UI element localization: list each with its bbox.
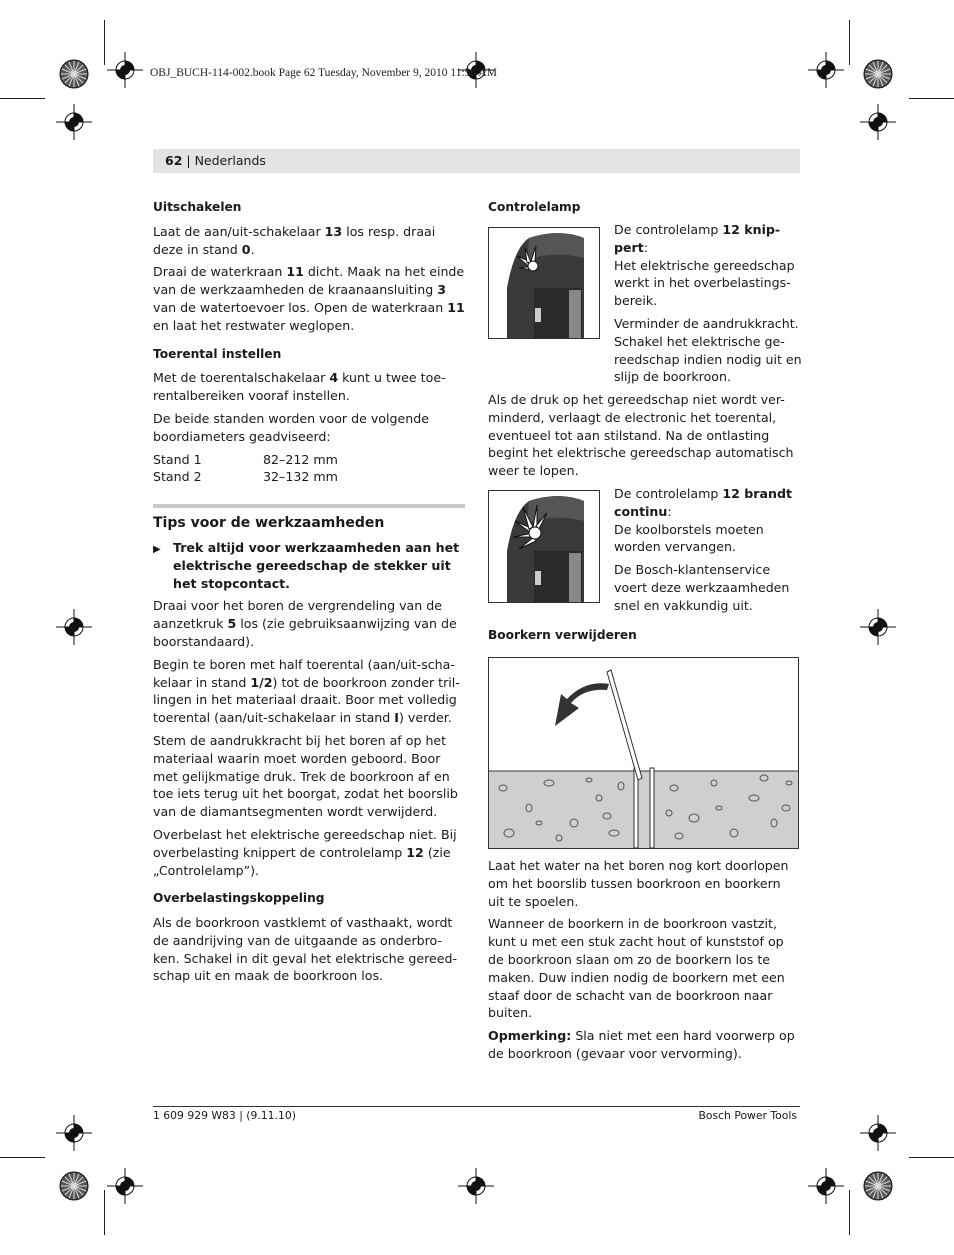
- paragraph: Draai voor het boren de vergrendeling van de aanzetkruk 5 los (zie gebruiksaanwijzing van de boorstandaard).: [153, 598, 457, 649]
- paragraph: De beide standen worden voor de volgende boordiameters geadviseerd:: [153, 410, 429, 444]
- footer-doc-number: 1 609 929 W83 | (9.11.10): [153, 1109, 296, 1122]
- print-header: OBJ_BUCH-114-002.book Page 62 Tuesday, November 9, 2010 11:58 AM: [150, 67, 497, 79]
- right-column-bottom: [488, 857, 800, 1068]
- lamp-continuous-text: De controlelamp 12 brandt continu: De koolborstels moeten worden vervangen. De Bosch-klantenservice voert deze werkzaamheden snel en vakkundig uit.: [614, 486, 792, 613]
- lamp-blinking-illustration: [488, 227, 600, 339]
- paragraph: Stem de aandrukkracht bij het boren af op het materiaal waarin moet worden geboord. Boor met gelijkmatige druk. Trek de boorkroon af en toe iets terug uit het boorgat, zodat het boorslib van de diamantsegmenten wordt verwijderd.: [153, 732, 458, 820]
- tool-lamp-blinking-icon: [489, 228, 599, 338]
- tool-lamp-continuous-icon: [489, 491, 599, 602]
- core-removal-illustration: [488, 657, 799, 849]
- paragraph: Laat het water na het boren nog kort doorlopen om het boorslib tussen boorkroon en boorkern uit te spoelen.: [488, 858, 789, 909]
- section-rule: [153, 504, 465, 508]
- page-header-bar: [153, 149, 800, 173]
- right-column-mid: [488, 391, 800, 485]
- paragraph: Begin te boren met half toerental (aan/uit-scha-kelaar in stand 1/2) tot de boorkroon zonder tril-lingen in het materiaal draait. Boor met volledig toerental (aan/uit-schakelaar in stand I) verder.: [153, 656, 460, 726]
- lamp-continuous-illustration: [488, 490, 600, 603]
- footer-brand: Bosch Power Tools: [698, 1109, 797, 1122]
- lamp-blinking-text: De controlelamp 12 knip-pert: Het elektrische gereedschap werkt in het overbelastings-bereik. Verminder de aandrukkracht. Schakel het elektrische ge-reedschap indien nodig uit en slijp de boorkroon.: [614, 222, 802, 385]
- heading-boorkern: Boorkern verwijderen: [488, 628, 637, 642]
- page-header: [165, 153, 266, 168]
- bullet-triangle-icon: ▶: [153, 543, 161, 555]
- note-paragraph: Opmerking: Sla niet met een hard voorwerp op de boorkroon (gevaar voor vervorming).: [488, 1028, 795, 1061]
- right-column-boorkern-heading: [488, 627, 800, 651]
- page-number: 62: [165, 153, 183, 168]
- heading-tips: Tips voor de werkzaamheden: [153, 515, 385, 532]
- paragraph: Overbelast het elektrische gereedschap niet. Bij overbelasting knippert de controlelamp 12 (zie „Controlelamp”).: [153, 826, 457, 878]
- paragraph: Wanneer de boorkern in de boorkroon vastzit, kunt u met een stuk zacht hout of kunststof op de boorkroon slaan om zo de boorkern los te maken. Duw indien nodig de boorkern met een staaf door de schacht van de boorkroon naar buiten.: [488, 916, 785, 1021]
- heading-koppeling: Overbelastingskoppeling: [153, 891, 325, 906]
- core-removal-drawing: [489, 658, 798, 848]
- heading-controlelamp: Controlelamp: [488, 200, 581, 214]
- left-column: [153, 199, 465, 990]
- heading-uitschakelen: Uitschakelen: [153, 200, 242, 214]
- paragraph: Draai de waterkraan 11 dicht. Maak na het einde van de werkzaamheden de kraanaansluiting 3 van de watertoevoer los. Open de waterkraan 11 en laat het restwater weglopen.: [153, 264, 465, 333]
- paragraph: Laat de aan/uit-schakelaar 13 los resp. draai deze in stand 0.: [153, 223, 436, 257]
- paragraph: Als de druk op het gereedschap niet wordt ver-minderd, verlaagt de electronic het toerental, eventueel tot aan stilstand. Na de ontlasting begint het elektrische gereedschap automatisch weer te lopen.: [488, 392, 794, 479]
- speed-row: Stand 2 32–132 mm: [153, 469, 338, 485]
- heading-toerental: Toerental instellen: [153, 346, 282, 361]
- warning-bullet: ▶ Trek altijd voor werkzaamheden aan het elektrische gereedschap de stekker uit het stopcontact.: [153, 539, 460, 591]
- right-column-top: [488, 199, 800, 223]
- paragraph: Met de toerentalschakelaar 4 kunt u twee toe-rentalbereiken vooraf instellen.: [153, 370, 446, 404]
- speed-row: Stand 1 82–212 mm: [153, 451, 338, 467]
- paragraph: Als de boorkroon vastklemt of vasthaakt, wordt de aandrijving van de uitgaande as onderbro-ken. Schakel in dit geval het elektrische gereed-schap uit en maak de boorkroon los.: [153, 915, 458, 984]
- footer-rule: [153, 1106, 800, 1107]
- page-header-separator: |: [182, 153, 195, 168]
- page-language: Nederlands: [194, 153, 266, 168]
